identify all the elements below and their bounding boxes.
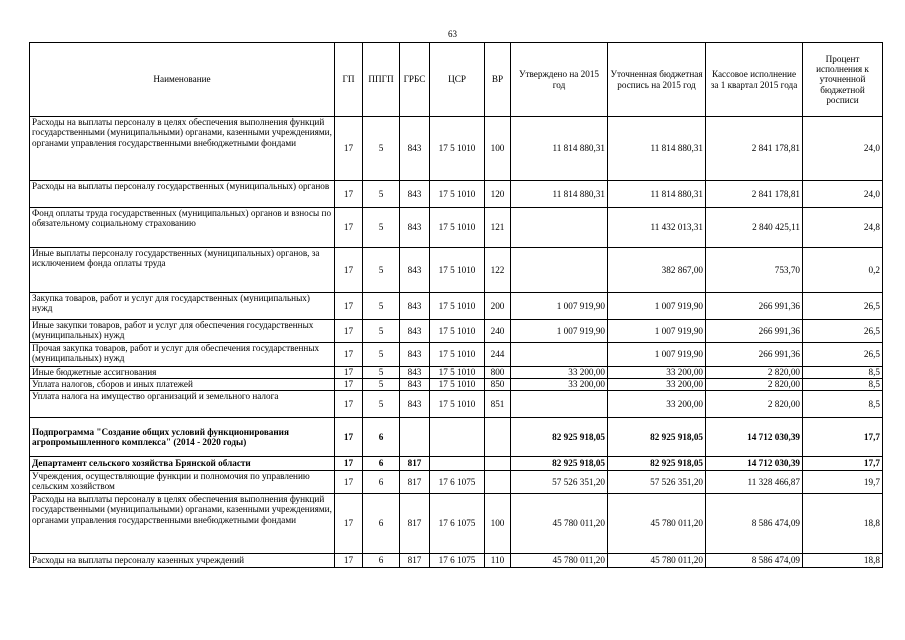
cell-name: Прочая закупка товаров, работ и услуг для обеспечения государственных (муниципальных) нужд [30,343,335,367]
cell-approved: 82 925 918,05 [511,457,608,471]
cell-gp: 17 [335,293,363,320]
cell-revised: 11 814 880,31 [608,117,706,181]
cell-ppgp: 5 [363,117,400,181]
cell-approved: 1 007 919,90 [511,320,608,343]
cell-approved: 33 200,00 [511,379,608,391]
cell-grbs: 843 [400,391,430,418]
page-number: 63 [448,29,457,39]
cell-vr: 800 [485,367,511,379]
cell-grbs: 843 [400,208,430,248]
cell-csr: 17 5 1010 [430,248,485,293]
cell-approved: 45 780 011,20 [511,554,608,568]
cell-gp: 17 [335,457,363,471]
table-row [30,343,883,367]
table-row [30,554,883,568]
cell-percent: 17,7 [803,418,883,457]
table-row [30,391,883,418]
header-approved: Утверждено на 2015 год [511,43,608,117]
cell-grbs: 843 [400,248,430,293]
cell-csr: 17 5 1010 [430,208,485,248]
header-vr: ВР [485,43,511,117]
cell-gp: 17 [335,248,363,293]
cell-percent: 8,5 [803,391,883,418]
cell-percent: 18,8 [803,494,883,554]
cell-gp: 17 [335,494,363,554]
cell-csr: 17 6 1075 [430,494,485,554]
cell-name: Расходы на выплаты персоналу казенных учреждений [30,554,335,568]
cell-percent: 0,2 [803,248,883,293]
cell-cash: 2 841 178,81 [706,181,803,208]
cell-ppgp: 5 [363,367,400,379]
cell-approved: 11 814 880,31 [511,117,608,181]
cell-vr: 200 [485,293,511,320]
cell-ppgp: 6 [363,418,400,457]
cell-ppgp: 5 [363,293,400,320]
cell-ppgp: 6 [363,554,400,568]
cell-vr: 120 [485,181,511,208]
cell-revised: 1 007 919,90 [608,293,706,320]
cell-name: Учреждения, осуществляющие функции и полномочия по управлению сельским хозяйством [30,471,335,494]
cell-vr: 100 [485,494,511,554]
header-csr: ЦСР [430,43,485,117]
cell-csr: 17 5 1010 [430,293,485,320]
cell-name: Уплата налогов, сборов и иных платежей [30,379,335,391]
cell-approved [511,248,608,293]
cell-gp: 17 [335,117,363,181]
cell-approved: 57 526 351,20 [511,471,608,494]
cell-percent: 26,5 [803,343,883,367]
cell-grbs: 817 [400,471,430,494]
table-row [30,181,883,208]
cell-revised: 11 432 013,31 [608,208,706,248]
cell-name: Уплата налога на имущество организаций и земельного налога [30,391,335,418]
cell-percent: 24,0 [803,117,883,181]
cell-cash: 11 328 466,87 [706,471,803,494]
cell-gp: 17 [335,181,363,208]
cell-grbs: 817 [400,494,430,554]
cell-grbs: 843 [400,293,430,320]
cell-gp: 17 [335,391,363,418]
cell-grbs: 843 [400,181,430,208]
cell-gp: 17 [335,320,363,343]
cell-name: Подпрограмма "Создание общих условий функционирования агропромышленного комплекса" (2014 - 2020 годы) [30,418,335,457]
cell-cash: 2 820,00 [706,379,803,391]
cell-name: Иные бюджетные ассигнования [30,367,335,379]
cell-name: Закупка товаров, работ и услуг для государственных (муниципальных) нужд [30,293,335,320]
cell-ppgp: 5 [363,391,400,418]
header-grbs: ГРБС [400,43,430,117]
cell-name: Расходы на выплаты персоналу в целях обеспечения выполнения функций государственными (муниципальными) органами, казенными учреждениями, органами управления государственными внебюджетными фондами [30,494,335,554]
cell-cash: 2 840 425,11 [706,208,803,248]
cell-grbs: 817 [400,554,430,568]
cell-csr: 17 5 1010 [430,320,485,343]
cell-revised: 45 780 011,20 [608,494,706,554]
cell-ppgp: 5 [363,320,400,343]
cell-revised: 82 925 918,05 [608,418,706,457]
cell-percent: 8,5 [803,379,883,391]
cell-grbs: 843 [400,343,430,367]
cell-ppgp: 6 [363,494,400,554]
cell-ppgp: 5 [363,181,400,208]
cell-cash: 8 586 474,09 [706,554,803,568]
cell-gp: 17 [335,343,363,367]
cell-vr: 121 [485,208,511,248]
table-row [30,367,883,379]
cell-name: Расходы на выплаты персоналу в целях обеспечения выполнения функций государственными (муниципальными) органами, казенными учреждениями, органами управления государственными внебюджетными фондами [30,117,335,181]
cell-revised: 82 925 918,05 [608,457,706,471]
cell-cash: 8 586 474,09 [706,494,803,554]
cell-csr: 17 5 1010 [430,181,485,208]
cell-cash: 14 712 030,39 [706,457,803,471]
cell-revised: 57 526 351,20 [608,471,706,494]
cell-vr: 851 [485,391,511,418]
cell-ppgp: 5 [363,343,400,367]
cell-percent: 26,5 [803,293,883,320]
table-row [30,379,883,391]
header-revised: Уточненная бюджетная роспись на 2015 год [608,43,706,117]
cell-csr: 17 5 1010 [430,379,485,391]
cell-cash: 14 712 030,39 [706,418,803,457]
cell-percent: 18,8 [803,554,883,568]
cell-revised: 11 814 880,31 [608,181,706,208]
cell-revised: 382 867,00 [608,248,706,293]
cell-vr: 244 [485,343,511,367]
cell-vr: 100 [485,117,511,181]
header-gp: ГП [335,43,363,117]
cell-revised: 1 007 919,90 [608,320,706,343]
cell-approved: 33 200,00 [511,367,608,379]
cell-csr: 17 6 1075 [430,554,485,568]
cell-percent: 17,7 [803,457,883,471]
cell-ppgp: 6 [363,471,400,494]
cell-revised: 45 780 011,20 [608,554,706,568]
cell-percent: 19,7 [803,471,883,494]
cell-gp: 17 [335,208,363,248]
table-row [30,471,883,494]
cell-cash: 753,70 [706,248,803,293]
cell-grbs: 817 [400,457,430,471]
cell-revised: 33 200,00 [608,367,706,379]
cell-percent: 24,0 [803,181,883,208]
cell-percent: 8,5 [803,367,883,379]
cell-vr: 110 [485,554,511,568]
cell-cash: 2 820,00 [706,391,803,418]
cell-name: Иные закупки товаров, работ и услуг для обеспечения государственных (муниципальных) нужд [30,320,335,343]
cell-approved: 82 925 918,05 [511,418,608,457]
table-row [30,117,883,181]
cell-vr: 122 [485,248,511,293]
cell-name: Иные выплаты персоналу государственных (муниципальных) органов, за исключением фонда оплаты труда [30,248,335,293]
header-percent: Процент исполнения к уточненной бюджетной росписи [803,43,883,117]
cell-grbs: 843 [400,117,430,181]
cell-cash: 266 991,36 [706,343,803,367]
cell-gp: 17 [335,367,363,379]
cell-ppgp: 5 [363,379,400,391]
cell-csr: 17 5 1010 [430,117,485,181]
cell-percent: 26,5 [803,320,883,343]
cell-csr: 17 5 1010 [430,343,485,367]
cell-approved: 45 780 011,20 [511,494,608,554]
table-row [30,208,883,248]
cell-cash: 2 841 178,81 [706,117,803,181]
table-row [30,248,883,293]
cell-grbs: 843 [400,379,430,391]
cell-vr [485,457,511,471]
cell-approved [511,391,608,418]
cell-ppgp: 5 [363,248,400,293]
table-row [30,457,883,471]
cell-gp: 17 [335,379,363,391]
header-cash: Кассовое исполнение за 1 квартал 2015 года [706,43,803,117]
cell-cash: 2 820,00 [706,367,803,379]
table-header-row [30,43,883,117]
cell-approved [511,343,608,367]
cell-ppgp: 5 [363,208,400,248]
cell-approved: 1 007 919,90 [511,293,608,320]
cell-gp: 17 [335,471,363,494]
table-row [30,418,883,457]
cell-vr: 240 [485,320,511,343]
header-name: Наименование [30,43,335,117]
cell-grbs [400,418,430,457]
cell-grbs: 843 [400,320,430,343]
cell-revised: 33 200,00 [608,391,706,418]
cell-csr: 17 5 1010 [430,367,485,379]
cell-vr [485,471,511,494]
cell-approved: 11 814 880,31 [511,181,608,208]
cell-vr: 850 [485,379,511,391]
table-row [30,293,883,320]
cell-csr [430,418,485,457]
cell-approved [511,208,608,248]
cell-ppgp: 6 [363,457,400,471]
cell-revised: 1 007 919,90 [608,343,706,367]
cell-csr: 17 6 1075 [430,471,485,494]
cell-name: Расходы на выплаты персоналу государственных (муниципальных) органов [30,181,335,208]
cell-cash: 266 991,36 [706,320,803,343]
cell-csr [430,457,485,471]
cell-percent: 24,8 [803,208,883,248]
cell-name: Департамент сельского хозяйства Брянской области [30,457,335,471]
cell-cash: 266 991,36 [706,293,803,320]
cell-gp: 17 [335,418,363,457]
table-row [30,320,883,343]
header-ppgp: ППГП [363,43,400,117]
cell-grbs: 843 [400,367,430,379]
budget-execution-table [29,42,883,568]
cell-vr [485,418,511,457]
cell-gp: 17 [335,554,363,568]
cell-name: Фонд оплаты труда государственных (муниципальных) органов и взносы по обязательному социальному страхованию [30,208,335,248]
cell-csr: 17 5 1010 [430,391,485,418]
cell-revised: 33 200,00 [608,379,706,391]
table-row [30,494,883,554]
